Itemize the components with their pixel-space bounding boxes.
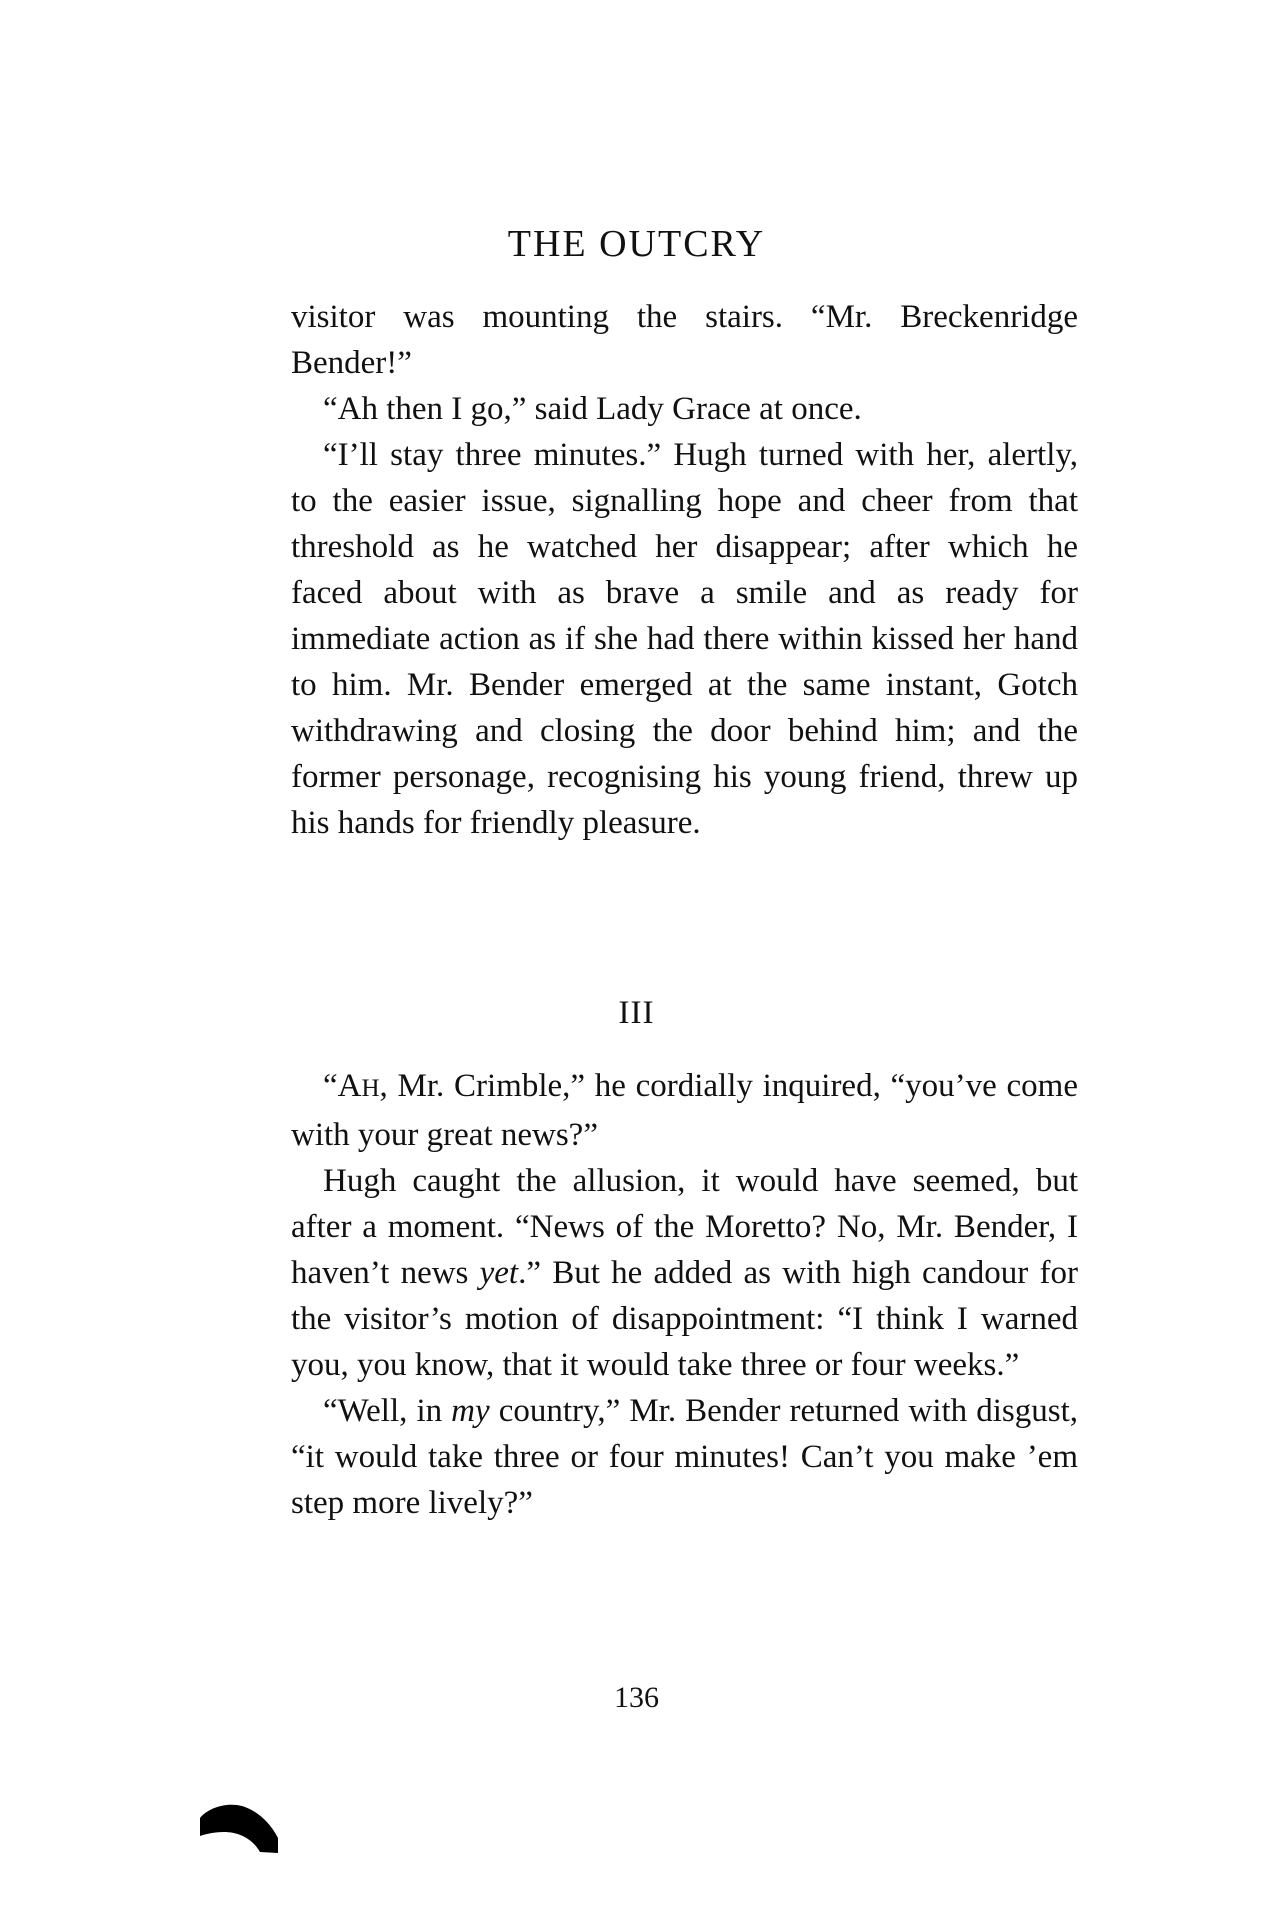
paragraph-text-before: Hugh caught the allusion, it would have seemed, but after a moment. “News of the Moretto? No, Mr. Bender, I haven’t news <box>291 1163 1078 1291</box>
small-caps-letter: H <box>361 1075 380 1102</box>
paragraph-hugh-reply <box>291 1158 1078 1388</box>
paragraph-text-after: .” But he added as with high candour for the visitor’s motion of disappointment: “I think I warned you, you know, that it would take three or four weeks.” <box>291 1255 1078 1383</box>
paragraph-lady-grace: “Ah then I go,” said Lady Grace at once. <box>323 391 862 427</box>
paragraph-text-before: “Well, in <box>323 1393 452 1429</box>
ink-smudge-icon <box>198 1798 280 1854</box>
paragraph-text-after: country,” Mr. Bender returned with disgust, “it would take three or four minutes! Can’t you make ’em step more lively?” <box>291 1393 1078 1521</box>
page-number: 136 <box>614 1681 659 1714</box>
paragraph-hugh-stays: “I’ll stay three minutes.” Hugh turned with her, alertly, to the easier issue, signalling hope and cheer from that threshold as he watched her disappear; after which he faced about with as brave a smile and as ready for immediate action as if she had there within kissed her hand to him. Mr. Bender emerged at the same instant, Gotch withdrawing and closing the door behind him; and the former personage, recognising his young friend, threw up his hands for friendly pleasure. <box>291 437 1078 841</box>
section-heading: III <box>618 995 655 1031</box>
italic-word: yet <box>479 1255 519 1291</box>
paragraph-continuation: visitor was mounting the stairs. “Mr. Breckenridge Bender!” <box>291 299 1078 381</box>
paragraph-text: , Mr. Crimble,” he cordially inquired, “you’ve come with your great news?” <box>291 1068 1078 1153</box>
paragraph-opening: “A <box>323 1068 362 1104</box>
running-head-title: THE OUTCRY <box>507 223 766 265</box>
paragraph-bender-disgust <box>291 1388 1078 1526</box>
italic-word: my <box>451 1393 490 1429</box>
paragraph-bender-greeting <box>291 1063 1078 1158</box>
body-text-section-three <box>291 1063 1078 1526</box>
body-text-before-section <box>291 294 1078 846</box>
